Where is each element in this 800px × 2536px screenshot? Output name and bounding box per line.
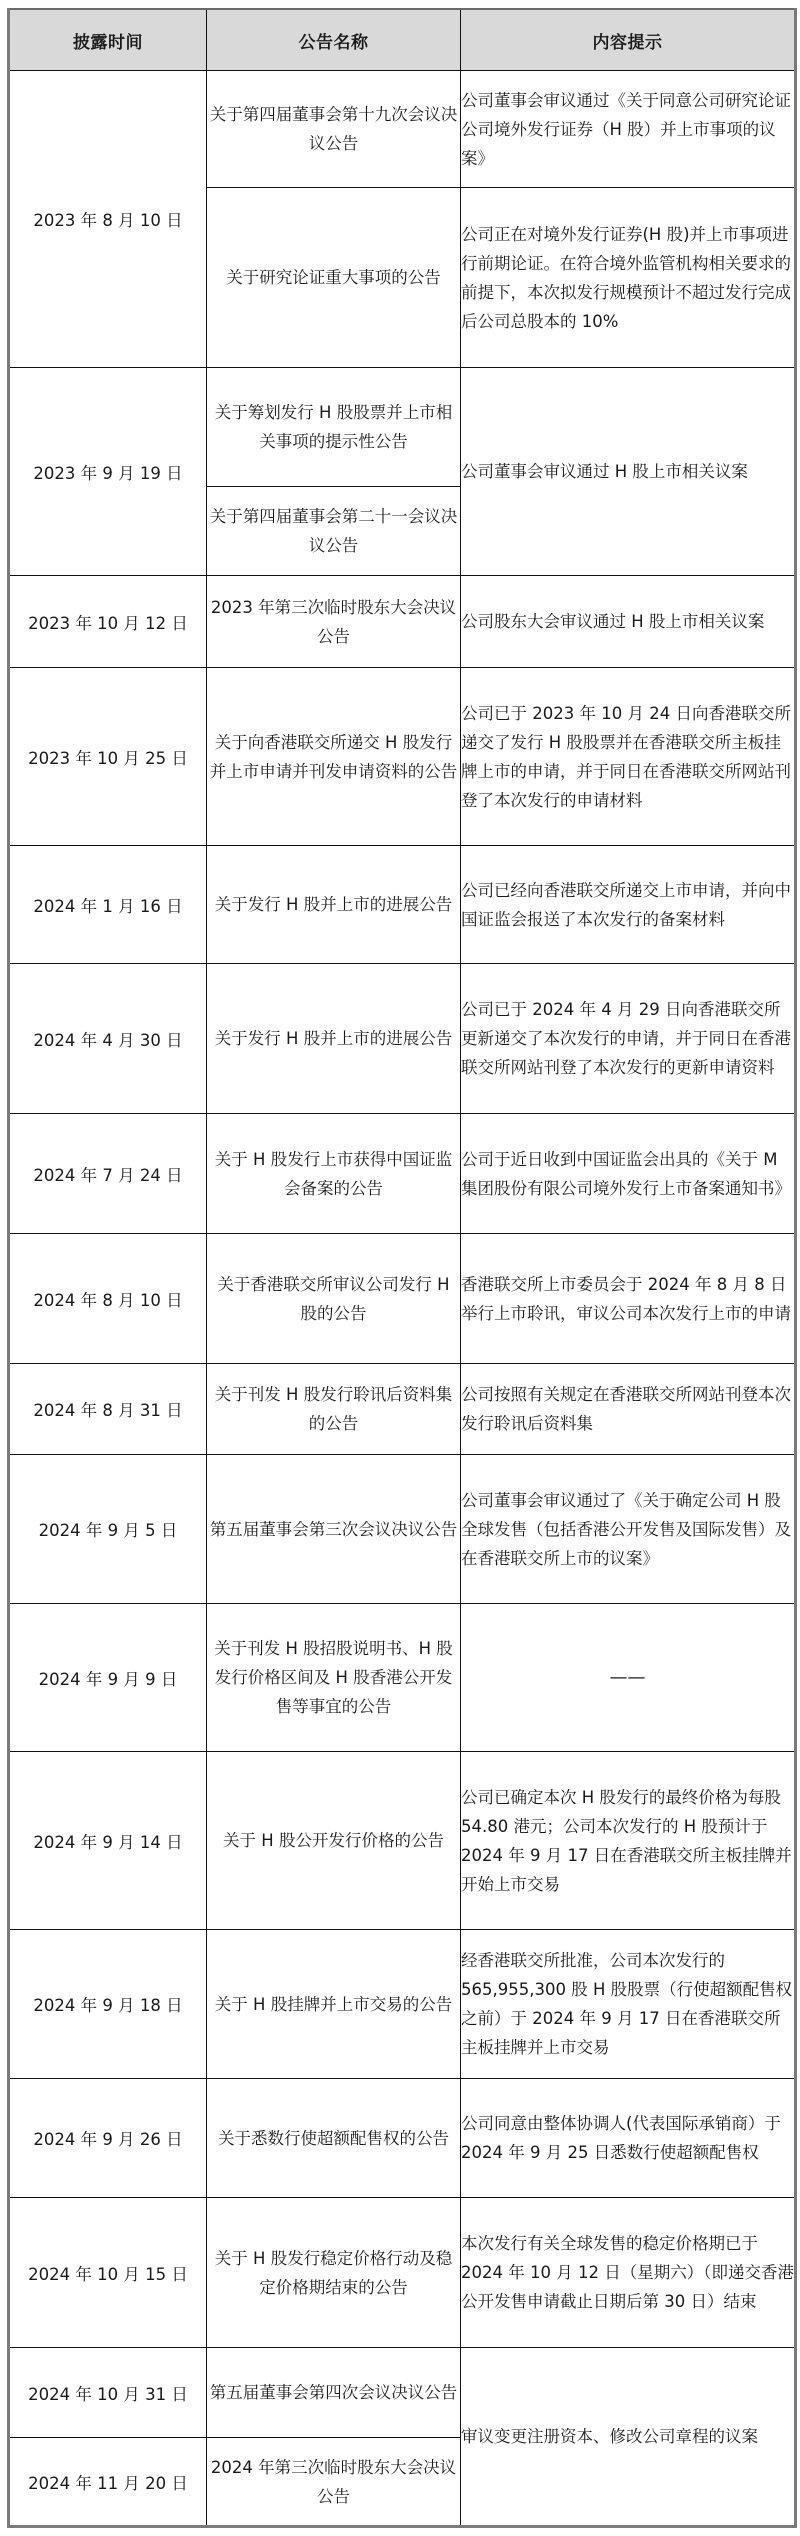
content-summary: 公司已经向香港联交所递交上市申请，并向中国证监会报送了本次发行的备案材料 <box>461 846 796 964</box>
announcement-name: 关于筹划发行 H 股股票并上市相关事项的提示性公告 <box>207 368 461 487</box>
table-row <box>9 846 796 964</box>
date-cell: 2024 年 9 月 18 日 <box>9 1930 207 2079</box>
date-cell: 2024 年 9 月 9 日 <box>9 1604 207 1752</box>
table-row <box>9 1930 796 2079</box>
table-row <box>9 1234 796 1364</box>
content-summary: 香港联交所上市委员会于 2024 年 8 月 8 日举行上市聆讯，审议公司本次发行上市的申请 <box>461 1234 796 1364</box>
date-cell: 2024 年 9 月 14 日 <box>9 1752 207 1930</box>
date-cell: 2024 年 1 月 16 日 <box>9 846 207 964</box>
table-row <box>9 2348 796 2438</box>
announcement-name: 关于香港联交所审议公司发行 H 股的公告 <box>207 1234 461 1364</box>
table-row <box>9 1752 796 1930</box>
announcement-name: 关于向香港联交所递交 H 股发行并上市申请并刊发申请资料的公告 <box>207 668 461 846</box>
content-summary: 公司股东大会审议通过 H 股上市相关议案 <box>461 576 796 668</box>
table-row <box>9 2198 796 2348</box>
announcement-name: 2024 年第三次临时股东大会决议公告 <box>207 2438 461 2527</box>
header-content-summary: 内容提示 <box>461 9 796 71</box>
announcement-name: 关于发行 H 股并上市的进展公告 <box>207 846 461 964</box>
content-summary: 公司已确定本次 H 股发行的最终价格为每股 54.80 港元；公司本次发行的 H 股预计于 2024 年 9 月 17 日在香港联交所主板挂牌并开始上市交易 <box>461 1752 796 1930</box>
date-cell: 2024 年 9 月 5 日 <box>9 1455 207 1604</box>
content-summary: 公司于近日收到中国证监会出具的《关于 M 集团股份有限公司境外发行上市备案通知书》 <box>461 1114 796 1234</box>
table-row <box>9 2079 796 2198</box>
date-cell: 2023 年 10 月 25 日 <box>9 668 207 846</box>
date-cell: 2024 年 9 月 26 日 <box>9 2079 207 2198</box>
date-cell: 2024 年 10 月 31 日 <box>9 2348 207 2438</box>
content-summary: 公司董事会审议通过《关于同意公司研究论证公司境外发行证券（H 股）并上市事项的议案》 <box>461 71 796 188</box>
date-cell: 2024 年 8 月 31 日 <box>9 1364 207 1455</box>
table-row <box>9 1364 796 1455</box>
announcement-name: 关于刊发 H 股发行聆讯后资料集的公告 <box>207 1364 461 1455</box>
content-summary: 审议变更注册资本、修改公司章程的议案 <box>461 2348 796 2527</box>
date-cell: 2023 年 8 月 10 日 <box>9 71 207 368</box>
content-summary: 公司已于 2024 年 4 月 29 日向香港联交所更新递交了本次发行的申请，并于同日在香港联交所网站刊登了本次发行的更新申请资料 <box>461 964 796 1114</box>
table-row <box>9 1114 796 1234</box>
content-summary: 公司董事会审议通过 H 股上市相关议案 <box>461 368 796 576</box>
date-cell: 2024 年 10 月 15 日 <box>9 2198 207 2348</box>
announcement-name: 关于第四届董事会第二十一会议决议公告 <box>207 487 461 576</box>
announcement-name: 关于刊发 H 股招股说明书、H 股发行价格区间及 H 股香港公开发售等事宜的公告 <box>207 1604 461 1752</box>
table-header-row <box>9 9 796 71</box>
table-row <box>9 368 796 487</box>
announcement-name: 第五届董事会第三次会议决议公告 <box>207 1455 461 1604</box>
announcement-name: 第五届董事会第四次会议决议公告 <box>207 2348 461 2438</box>
header-announcement-name: 公告名称 <box>207 9 461 71</box>
table-row <box>9 964 796 1114</box>
header-disclosure-time: 披露时间 <box>9 9 207 71</box>
announcement-name: 关于发行 H 股并上市的进展公告 <box>207 964 461 1114</box>
content-summary: 公司同意由整体协调人(代表国际承销商）于 2024 年 9 月 25 日悉数行使超额配售权 <box>461 2079 796 2198</box>
content-summary: 公司董事会审议通过了《关于确定公司 H 股全球发售（包括香港公开发售及国际发售）及在香港联交所上市的议案》 <box>461 1455 796 1604</box>
content-summary-empty-dash: —— <box>461 1604 796 1752</box>
content-summary: 公司按照有关规定在香港联交所网站刊登本次发行聆讯后资料集 <box>461 1364 796 1455</box>
table-row <box>9 1604 796 1752</box>
table-row <box>9 1455 796 1604</box>
announcement-table <box>7 8 797 2528</box>
table-row <box>9 576 796 668</box>
date-cell: 2023 年 10 月 12 日 <box>9 576 207 668</box>
announcement-name: 2023 年第三次临时股东大会决议公告 <box>207 576 461 668</box>
announcement-name: 关于悉数行使超额配售权的公告 <box>207 2079 461 2198</box>
date-cell: 2024 年 8 月 10 日 <box>9 1234 207 1364</box>
announcement-name: 关于第四届董事会第十九次会议决议公告 <box>207 71 461 188</box>
table-row <box>9 71 796 188</box>
content-summary: 本次发行有关全球发售的稳定价格期已于 2024 年 10 月 12 日（星期六）（即递交香港公开发售申请截止日期后第 30 日）结束 <box>461 2198 796 2348</box>
table-row <box>9 668 796 846</box>
announcement-name: 关于 H 股发行上市获得中国证监会备案的公告 <box>207 1114 461 1234</box>
announcement-name: 关于 H 股挂牌并上市交易的公告 <box>207 1930 461 2079</box>
content-summary: 公司已于 2023 年 10 月 24 日向香港联交所递交了发行 H 股股票并在香港联交所主板挂牌上市的申请，并于同日在香港联交所网站刊登了本次发行的申请材料 <box>461 668 796 846</box>
date-cell: 2024 年 4 月 30 日 <box>9 964 207 1114</box>
date-cell: 2023 年 9 月 19 日 <box>9 368 207 576</box>
date-cell: 2024 年 11 月 20 日 <box>9 2438 207 2527</box>
announcement-name: 关于研究论证重大事项的公告 <box>207 188 461 368</box>
announcement-name: 关于 H 股发行稳定价格行动及稳定价格期结束的公告 <box>207 2198 461 2348</box>
content-summary: 经香港联交所批准，公司本次发行的 565,955,300 股 H 股股票（行使超额配售权之前）于 2024 年 9 月 17 日在香港联交所主板挂牌并上市交易 <box>461 1930 796 2079</box>
date-cell: 2024 年 7 月 24 日 <box>9 1114 207 1234</box>
announcement-name: 关于 H 股公开发行价格的公告 <box>207 1752 461 1930</box>
content-summary: 公司正在对境外发行证券(H 股)并上市事项进行前期论证。在符合境外监管机构相关要求的前提下，本次拟发行规模预计不超过发行完成后公司总股本的 10% <box>461 188 796 368</box>
